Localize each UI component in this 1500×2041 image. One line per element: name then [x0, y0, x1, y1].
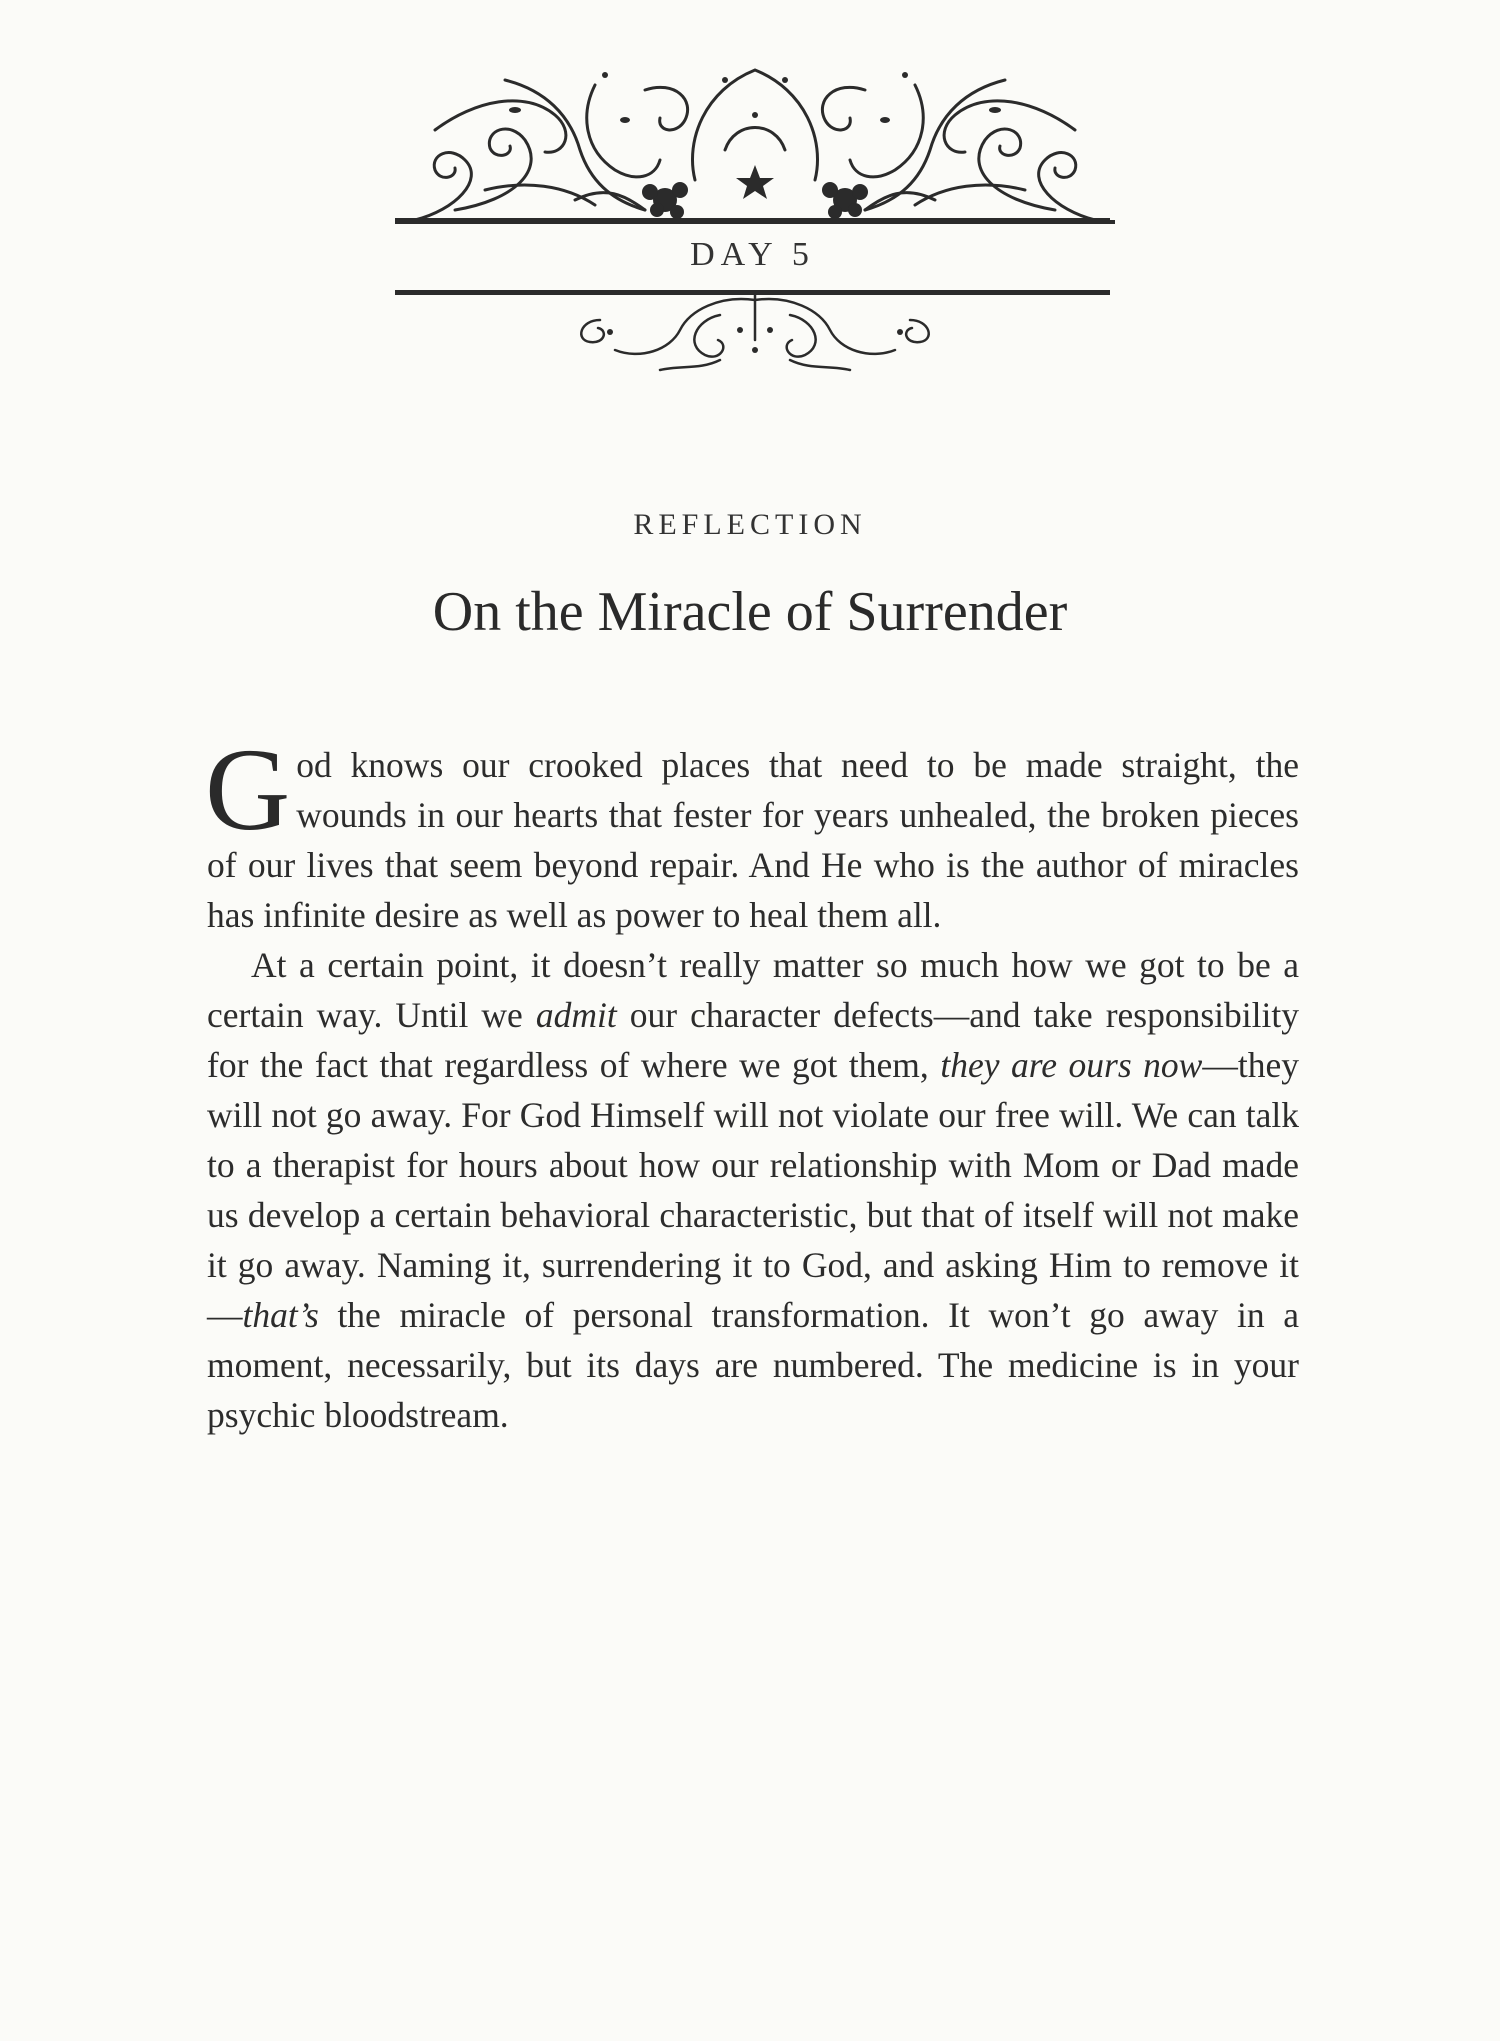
paragraph-2-text-a: At a certain point, it doesn’t really matter so much how we got to be a certain way. Until we [207, 945, 1299, 1035]
rule-top [395, 218, 1110, 221]
paragraph-2-text-c: —they will not go away. For God Himself will not violate our free will. We can talk to a therapist for hours about how our relationship with Mom or Dad made us develop a certain behavioral characteristic, but that of itself will not make it go away. Naming it, surrendering it to God, and asking Him to remove it— [207, 1045, 1299, 1335]
drop-cap: G [205, 724, 291, 855]
flourish-ornament-top [395, 60, 1115, 230]
flourish-ornament-bottom [570, 290, 940, 380]
section-label: REFLECTION [633, 508, 867, 541]
emphasis-thats: that’s [242, 1295, 319, 1335]
day-banner [395, 218, 1110, 298]
paragraph-1 [205, 724, 1299, 940]
chapter-title: On the Miracle of Surrender [432, 581, 1068, 643]
emphasis-admit: admit [535, 995, 617, 1035]
emphasis-ours-now: they are ours now [940, 1045, 1203, 1085]
paragraph-2 [207, 940, 1299, 1440]
paragraph-2-text-d: the miracle of personal transformation. It won’t go away in a moment, necessarily, but its days are numbered. The medicine is in your psychic bloodstream. [207, 1295, 1299, 1435]
paragraph-2-text-b: our character defects—and take responsibility for the fact that regardless of where we got them, [207, 995, 1299, 1085]
paragraph-1-text: od knows our crooked places that need to be made straight, the wounds in our hearts that fester for years unhealed, the broken pieces of our lives that seem beyond repair. And He who is the author of miracles has infinite desire as well as power to heal them all. [207, 745, 1299, 935]
body-text [205, 724, 1299, 1440]
day-label: DAY 5 [690, 236, 815, 273]
